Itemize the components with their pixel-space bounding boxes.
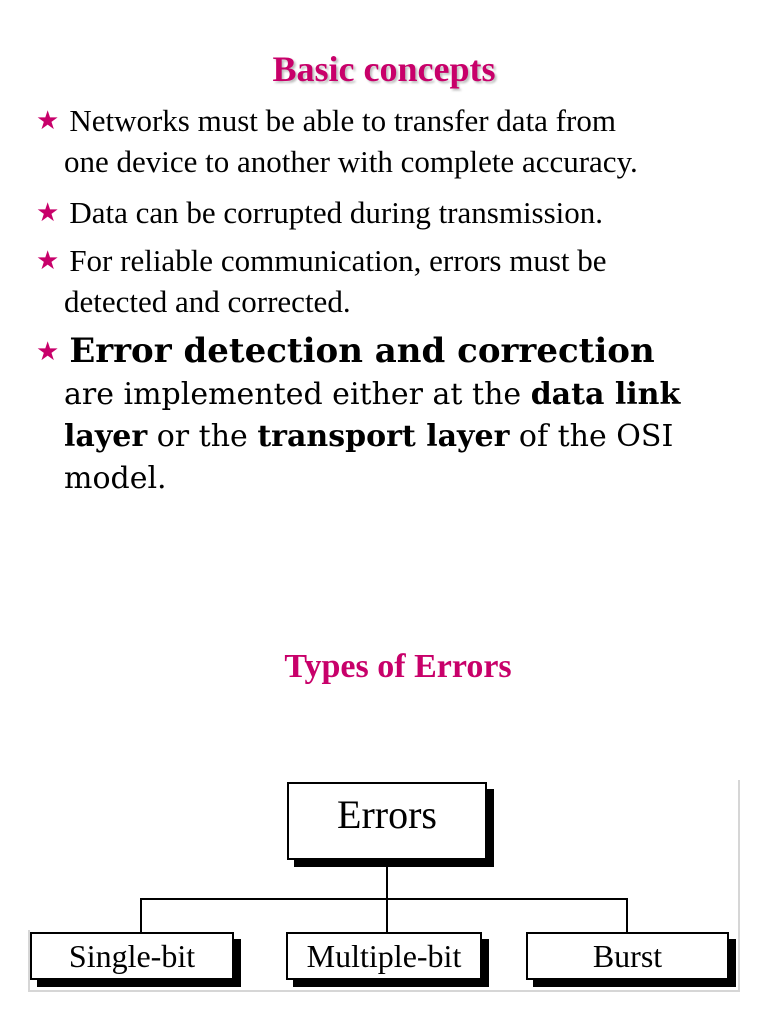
emphasis-lead-text: Error detection and correction: [69, 331, 655, 371]
emphasis-bold-text: layer: [64, 419, 148, 454]
bullet-text: Networks must be able to transfer data from: [69, 103, 616, 138]
emphasis-text: of the OSI: [509, 419, 674, 454]
emphasis-text: or the: [147, 419, 258, 454]
bullet-text: For reliable communication, errors must be: [69, 243, 607, 278]
connector-line: [626, 898, 628, 932]
multiple-bit-node: Multiple-bit: [286, 932, 482, 980]
star-bullet-icon: ★: [36, 198, 60, 227]
bullet-text: Data can be corrupted during transmission.: [69, 195, 604, 230]
diagram-frame-edge: [738, 780, 740, 992]
page-title: Basic concepts: [272, 49, 496, 89]
connector-line: [140, 898, 628, 900]
diagram-frame-edge: [28, 990, 740, 992]
bullet-text-continued: one device to another with complete accuracy.: [64, 144, 638, 179]
connector-line: [386, 898, 388, 932]
emphasis-bold-text: data link: [530, 377, 681, 412]
burst-node: Burst: [526, 932, 729, 980]
emphasis-body-line3: model.: [64, 461, 167, 496]
connector-line: [140, 898, 142, 932]
emphasis-bold-text: transport layer: [257, 419, 510, 454]
errors-root-node: Errors: [287, 782, 487, 860]
connector-line: [386, 860, 388, 900]
bullet-text-continued: detected and corrected.: [64, 284, 351, 319]
emphasis-text: are implemented either at the: [64, 377, 531, 412]
single-bit-node: Single-bit: [30, 932, 234, 980]
section-title: Types of Errors: [284, 648, 512, 685]
star-bullet-icon: ★: [36, 106, 60, 135]
star-bullet-icon: ★: [36, 337, 60, 367]
star-bullet-icon: ★: [36, 246, 60, 275]
